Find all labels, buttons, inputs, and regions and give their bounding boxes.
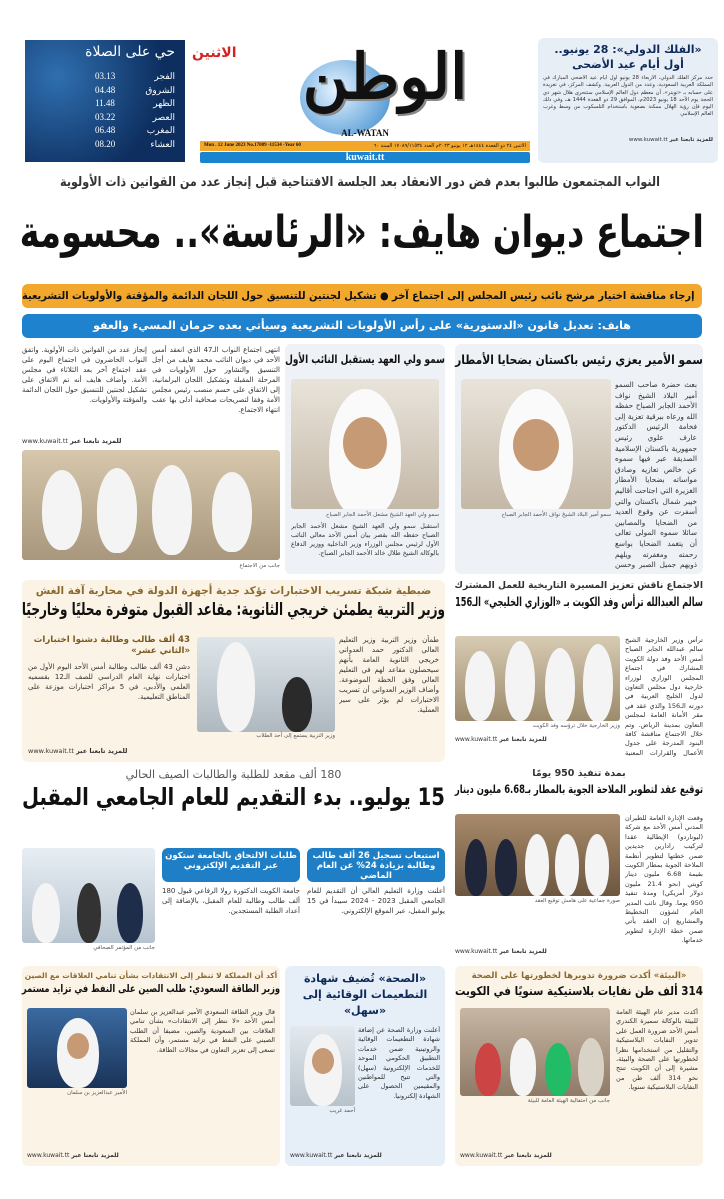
date-bar (200, 141, 530, 151)
university-story (22, 768, 445, 958)
university-box-1: استيعاب تسجيل 26 ألف طالب وطالبة بزيادة 24% عن العام الماضي (307, 848, 445, 882)
more-label: للمزيد تابعنا عبر (71, 1152, 119, 1159)
more-label: للمزيد تابعنا عبر (504, 1152, 552, 1159)
education-body-2: دشن 43 ألف طالب وطالبة أمس الأحد اليوم الأول من اختبارات نهاية العام الدراسي للصف الـ12 بقسميه العلمي والأدبي، في 5 مراكز اختبارات موزعة على المناطق التعليمية. (28, 663, 190, 701)
education-kicker: ضبطية شبكة تسريب الاختبارات تؤكد جدية أجهزة الدولة في محاربة آفة الغش (35, 585, 432, 597)
more-label: للمزيد تابعنا عبر (499, 736, 547, 743)
teaser-body: حدد مركز الفلك الدولي، الأربعاء 28 يونيو أول أيام عيد الأضحى المبارك في المملكة العربية السعودية، وعدد من الدول العربية. وكشف المركز، في تغريدة على حسابه بـ «تويتر»، أن معظم دول العالم الإسلامي ستتحرى هلال شهر ذي الحجة يوم الأحد 18 يونيو 2023م، الموافق 29 ذو القعدة 1444 هـ، وفي ذلك اليوم فإن رؤية الهلال ممكنة بصعوبة باستخدام التلسكوب من وسط وغرب العالم الإسلامي (543, 75, 713, 118)
more-label: للمزيد تابعنا عبر (334, 1152, 382, 1159)
aviation-photo (455, 814, 620, 896)
prayer-time-row (95, 124, 175, 138)
more-url[interactable]: www.kuwait.tt (455, 948, 498, 955)
saudi-kicker: أكد أن المملكة لا تنظر إلى الانتقادات بشأن تنامي العلاقات مع الصين (24, 971, 278, 980)
amir-photo (461, 379, 611, 509)
lead-bar-blue: هايف: تعديل قانون «الدستورية» على رأس الأولويات التشريعية وسيأتي بعده حرمان المسيء والعفو (22, 314, 702, 338)
more-url[interactable]: www.kuwait.tt (628, 137, 668, 143)
salem-story (455, 580, 703, 762)
aviation-headline: توقيع عقد لتطوير الملاحة الجوية بالمطار بـ6.68 مليون دينار (454, 782, 703, 796)
saudi-minister-photo (27, 1008, 127, 1088)
prayer-time: 03.13 (95, 71, 116, 81)
prayer-title: حي على الصلاة (85, 44, 175, 60)
lead-headline: اجتماع ديوان هايف: «الرئاسة».. محسومة (19, 207, 704, 258)
education-subheadline: 43 ألف طالب وطالبة دشنوا اختبارات «الثاني عشر» (33, 635, 190, 656)
amir-headline: سمو الأمير يعزي رئيس باكستان بضحايا الأمطار (455, 352, 703, 367)
prayer-time-row (95, 138, 175, 152)
saudi-body: قال وزير الطاقة السعودي الأمير عبدالعزيز بن سلمان أمس الأحد «لا ننظر إلى الانتقادات» بشأن تنامي العلاقات بين السعودية والصين، مضيفا أن الطلب الصيني على النفط في تزايد مستمر، وأن المملكة تسعى إلى تعزيز التعاون في مجالات الطاقة. (130, 1008, 275, 1054)
prayer-time: 06.48 (95, 125, 116, 135)
aviation-caption: صورة جماعية على هامش توقيع العقد (534, 898, 620, 904)
teaser-more (543, 137, 713, 143)
saudi-headline: وزير الطاقة السعودي: طلب الصين على النفط في تزايد مستمر (21, 983, 281, 995)
more-url[interactable]: www.kuwait.tt (460, 1152, 503, 1159)
education-photo (197, 637, 335, 732)
education-caption: وزير التربية يستمع إلى أحد الطلاب (256, 733, 335, 739)
university-caption: جانب من المؤتمر الصحافي (93, 945, 155, 951)
more-label: للمزيد تابعنا عبر (499, 948, 547, 955)
more-label: للمزيد تابعنا عبر (70, 437, 122, 445)
prayer-list (95, 70, 175, 151)
more-label: للمزيد تابعنا عبر (76, 747, 128, 755)
environment-kicker: «البيئة» أكدت ضرورة تدويرها لخطورتها على الصحة (471, 971, 687, 981)
environment-headline: 314 ألف طن نفايات بلاستيكية سنويًا في الكويت (455, 984, 703, 998)
health-story (285, 966, 445, 1166)
environment-body: أكدت مدير عام الهيئة العامة للبيئة بالوكالة سميرة الكندري أمس الأحد ضرورة العمل على تدوير النفايات البلاستيكية والتقليل من استخدامها نظرا لخطورتها على الصحة والبيئة، مشيرة إلى أن الكويت تنتج نحو 314 ألف طن من النفايات البلاستيكية سنويا. (616, 1008, 698, 1092)
day-label: الاثنين (192, 45, 237, 61)
prayer-time: 08.20 (95, 138, 116, 149)
amir-caption: سمو أمير البلاد الشيخ نواف الأحمد الجابر الصباح (501, 512, 611, 518)
crown-prince-headline: سمو ولي العهد يستقبل النائب الأول (285, 352, 445, 366)
lead-more (22, 437, 121, 445)
university-body-2: جامعة الكويت الدكتورة رولا الرفاعي قبول 180 ألف طالب وطالبة للعام المقبل، بالإضافة إلى أعداد الطلبة المستجدين. (162, 887, 300, 915)
prayer-name: الفجر (154, 71, 175, 81)
health-headline: «الصحة» تُضيف شهادة التطعيمات الوقائية إلى «سهل» (302, 972, 428, 1017)
prayer-name: الشروق (145, 84, 175, 95)
education-story (22, 580, 445, 762)
aviation-more (455, 948, 547, 955)
lead-bar-orange: إرجاء مناقشة اختيار مرشح نائب رئيس المجلس إلى اجتماع آخر ● تشكيل لجنتين للتنسيق حول اللجان الدائمة والمؤقتة والأولويات التشريعية (22, 284, 702, 308)
salem-headline: سالم العبدالله ترأس وفد الكويت بـ «الوزاري الخليجي» الـ156 (455, 594, 703, 609)
more-url[interactable]: www.kuwait.tt (22, 437, 68, 445)
university-body-1: أعلنت وزارة التعليم العالي أن التقديم للعام الجامعي المقبل 2023 - 2024 سيبدأ في 15 يوليو المقبل، عبر الموقع الإلكتروني. (307, 887, 445, 915)
date-arabic: الاثنين ٢٤ ذو القعدة ١٤٤٤هـ ١٢ يونيو ٢٠٢٣م العدد ١٧٠٨٩/١١٥٣٤ السنة ٦٠ (373, 143, 526, 149)
lead-photo-caption: جانب من الاجتماع (239, 563, 280, 569)
crown-prince-story (285, 344, 445, 574)
prayer-time-row (95, 97, 175, 111)
prayer-time-row (95, 70, 175, 84)
saudi-energy-story (22, 966, 280, 1166)
prayer-name: المغرب (146, 125, 175, 135)
university-photo (22, 848, 155, 943)
health-photo (290, 1026, 355, 1106)
prayer-times-box (25, 40, 185, 162)
crown-prince-body: استقبل سمو ولي العهد الشيخ مشعل الأحمد الجابر الصباح حفظه الله بقصر بيان أمس الأحد معالي النائب الأول لرئيس مجلس الوزراء وزير الداخلية ووزير الدفاع بالوكالة الشيخ طلال خالد الأحمد الجابر الصباح. (291, 523, 439, 557)
environment-caption: جانب من احتفالية الهيئة العامة للبيئة (527, 1098, 610, 1104)
salem-body: ترأس وزير الخارجية الشيخ سالم عبدالله الجابر الصباح أمس الأحد وفد دولة الكويت المشارك في اجتماع المجلس الوزاري لوزراء خارجية دول مجلس التعاون لدول الخليج العربية في دورته الـ156 والذي عقد في مقر الأمانة العامة لمجلس التعاون بمدينة الرياض. وتم خلال الاجتماع مناقشة كافة البنود المدرجة على جدول الأعمال والقرارات المعنية (625, 636, 703, 757)
aviation-body: وقعت الإدارة العامة للطيران المدني أمس الأحد مع شركة (ليوناردو) الإيطالية عقدا لتركيب رادارين جديدين ضمن خطتها لتطوير أنظمة الملاحة الجوية بمطار الكويت بقيمة 6.68 مليون دينار كويتي (نحو 21.4 مليون دولار أمريكي) ومدة تنفيذ 950 يوما. وقال نائب المدير العام لشؤون التخطيط والمشاريع إن العقد يأتي ضمن خطة الإدارة لتطوير خدماتها. (625, 814, 703, 945)
prayer-name: الظهر (153, 98, 175, 108)
teaser-box (538, 38, 718, 163)
lead-body-col1: انتهى اجتماع النواب الـ47 الذي انعقد أمس الأحد في ديوان النائب محمد هايف من أجل التنسيق والتشاور حول الأولويات في المرحلة المقبلة وتشكيل اللجان البرلمانية، إلى الاتفاق على حسم منصب رئيس مجلس الأمة وفقا لتصريحات صحافية أدلى بها عقب انتهاء الاجتماع. (152, 346, 280, 414)
salem-kicker: الاجتماع ناقش تعزيز المسيرة التاريخية للعمل المشترك (454, 580, 703, 591)
lead-body-col2: إنجاز عدد من القوانين ذات الأولوية. واتفق النواب الحاضرون في اجتماع اليوم على عقد اجتماع آخر بعد الثلاثاء في مجلس الأمة. وأضاف هايف أنه تم الاتفاق على تشكيل لجنتين للتنسيق حول اللجان الدائمة والمؤقتة والأولويات. (22, 346, 147, 404)
site-link[interactable]: kuwait.tt (200, 152, 530, 163)
prayer-time-row (95, 111, 175, 125)
saudi-more (27, 1152, 119, 1159)
crown-prince-photo (291, 379, 439, 509)
health-more (290, 1152, 382, 1159)
education-headline: وزير التربية يطمئن خريجي الثانوية: مقاعد القبول متوفرة محليًا وخارجيًا (21, 600, 446, 620)
aviation-story (455, 768, 703, 958)
logo-english: AL-WATAN (341, 128, 389, 138)
education-more (28, 747, 127, 755)
more-url[interactable]: www.kuwait.tt (290, 1152, 333, 1159)
date-english: Mon . 12 June 2023 No.17089 -11534 -Year 60 (204, 143, 301, 148)
lead-kicker: النواب المجتمعون طالبوا بعدم فض دور الانعقاد بعد الجلسة الافتتاحية قبل إنجاز عدد من القوانين ذات الأولوية (60, 175, 660, 190)
salem-more (455, 736, 547, 743)
prayer-time: 04.48 (95, 84, 116, 95)
university-kicker: 180 ألف مقعد للطلبة والطالبات الصيف الحالي (125, 768, 342, 781)
university-headline: 15 يوليو.. بدء التقديم للعام الجامعي المقبل (22, 783, 445, 811)
prayer-time-row (95, 84, 175, 98)
crown-prince-caption: سمو ولي العهد الشيخ مشعل الأحمد الجابر الصباح (325, 512, 439, 518)
aviation-kicker: بمدة تنفيذ 950 يومًا (532, 768, 626, 779)
lead-meeting-photo (22, 450, 280, 560)
environment-more (460, 1152, 552, 1159)
more-url[interactable]: www.kuwait.tt (27, 1152, 70, 1159)
prayer-time: 03.22 (95, 111, 116, 122)
health-caption: أحمد غريب (329, 1108, 355, 1114)
teaser-title: «الفلك الدولي»: 28 يونيو.. أول أيام عيد الأضحى (554, 43, 702, 71)
environment-photo (460, 1008, 610, 1096)
saudi-caption: الأمير عبدالعزيز بن سلمان (67, 1090, 127, 1096)
more-label: للمزيد تابعنا عبر (669, 137, 713, 143)
environment-story (455, 966, 703, 1166)
prayer-name: العشاء (150, 138, 175, 149)
more-url[interactable]: www.kuwait.tt (28, 747, 74, 755)
health-body: أعلنت وزارة الصحة عن إضافة شهادة التطعيمات الوقائية والروتينية ضمن خدمات التطبيق الحكومي الموحد للخدمات الإلكترونية (سهل) والتي تتيح للمواطنين والمقيمين الحصول على الشهادة إلكترونيا. (358, 1026, 440, 1100)
amir-body: بعث حضرة صاحب السمو أمير البلاد الشيخ نواف الأحمد الجابر الصباح حفظه الله ورعاه ببرقية تعزية إلى فخامة الرئيس الدكتور عارف علوي رئيس جمهورية باكستان الإسلامية الصديقة عبر فيها سموه عن خالص تعازيه وصادق مواساته بضحايا الأمطار الغزيرة التي اجتاحت أقاليم خيبر شمال باكستان والتي أسفرت عن وقوع العديد من الضحايا والمصابين سائلا سموه المولى تعالى أن يتغمد الضحايا بواسع رحمته ومغفرته ويلهم ذويهم جميل الصبر وحسن (615, 380, 697, 570)
more-url[interactable]: www.kuwait.tt (455, 736, 498, 743)
salem-caption: وزير الخارجية خلال ترؤسه وفد الكويت (532, 723, 620, 729)
prayer-time: 11.48 (95, 98, 115, 108)
university-box-2: طلبات الالتحاق بالجامعة ستكون عبر التقديم الإلكتروني (162, 848, 300, 882)
logo-arabic: الوطن (302, 40, 468, 113)
education-body-1: طمأن وزير التربية وزير التعليم العالي الدكتور حمد العدواني خريجي الثانوية العامة بأنهم سيحصلون مقاعد لهم في التعليم العالي وفق الخطة الموضوعة. وأضاف الوزير العدواني أن تسريب الاختبارات لم يؤثر على سير العملية. (339, 636, 439, 714)
salem-photo (455, 636, 620, 721)
amir-story (455, 344, 703, 574)
prayer-name: العصر (152, 111, 175, 122)
